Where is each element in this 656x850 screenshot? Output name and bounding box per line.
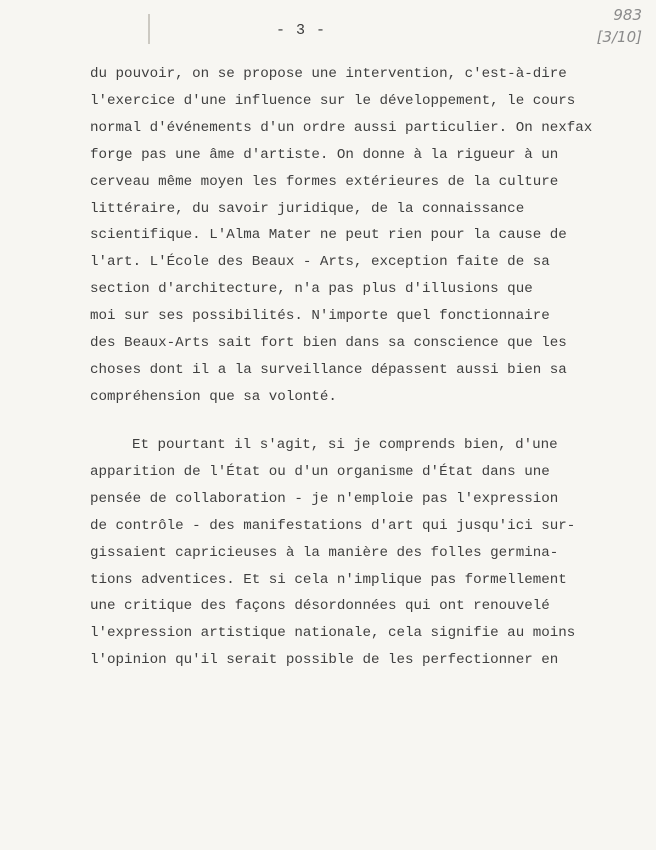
text-line: l'art. L'École des Beaux - Arts, exception faite de sa bbox=[90, 254, 550, 271]
text-line: Et pourtant il s'agit, si je comprends bien, d'une bbox=[132, 437, 558, 453]
text-line: forge pas une âme d'artiste. On donne à la rigueur à un bbox=[90, 146, 559, 163]
text-line: compréhension que sa volonté. bbox=[90, 388, 337, 405]
text-line: l'exercice d'une influence sur le développement, le cours bbox=[90, 92, 576, 109]
archive-reference-annotation bbox=[597, 4, 642, 48]
text-line: gissaient capricieuses à la manière des folles germina- bbox=[90, 544, 559, 561]
text-line: normal d'événements d'un ordre aussi particulier. On nexfax bbox=[90, 119, 593, 136]
text-line: pensée de collaboration - je n'emploie pas l'expression bbox=[90, 490, 559, 507]
paragraph-1 bbox=[90, 61, 593, 411]
text-line: des Beaux-Arts sait fort bien dans sa conscience que les bbox=[90, 335, 567, 352]
text-line: l'expression artistique nationale, cela signifie au moins bbox=[90, 625, 576, 642]
text-line: section d'architecture, n'a pas plus d'illusions que bbox=[90, 281, 533, 298]
text-line: de contrôle - des manifestations d'art qui jusqu'ici sur- bbox=[90, 517, 576, 534]
text-line: cerveau même moyen les formes extérieures de la culture bbox=[90, 173, 559, 190]
paragraph-2 bbox=[90, 432, 576, 674]
archive-ref-folio: [3/10] bbox=[596, 28, 642, 46]
text-line: choses dont il a la surveillance dépassent aussi bien sa bbox=[90, 361, 567, 378]
binder-mark bbox=[148, 14, 150, 44]
page-number: - 3 - bbox=[276, 22, 327, 39]
text-line: du pouvoir, on se propose une intervention, c'est-à-dire bbox=[90, 66, 567, 82]
text-line: moi sur ses possibilités. N'importe quel fonctionnaire bbox=[90, 308, 550, 325]
text-line: l'opinion qu'il serait possible de les perfectionner en bbox=[90, 652, 559, 669]
text-line: scientifique. L'Alma Mater ne peut rien pour la cause de bbox=[90, 227, 567, 244]
text-line: une critique des façons désordonnées qui ont renouvelé bbox=[90, 598, 550, 615]
text-line: tions adventices. Et si cela n'implique pas formellement bbox=[90, 571, 567, 588]
text-line: littéraire, du savoir juridique, de la connaissance bbox=[90, 200, 525, 217]
archive-ref-number: 983 bbox=[613, 6, 642, 24]
text-line: apparition de l'État ou d'un organisme d'État dans une bbox=[90, 463, 550, 480]
